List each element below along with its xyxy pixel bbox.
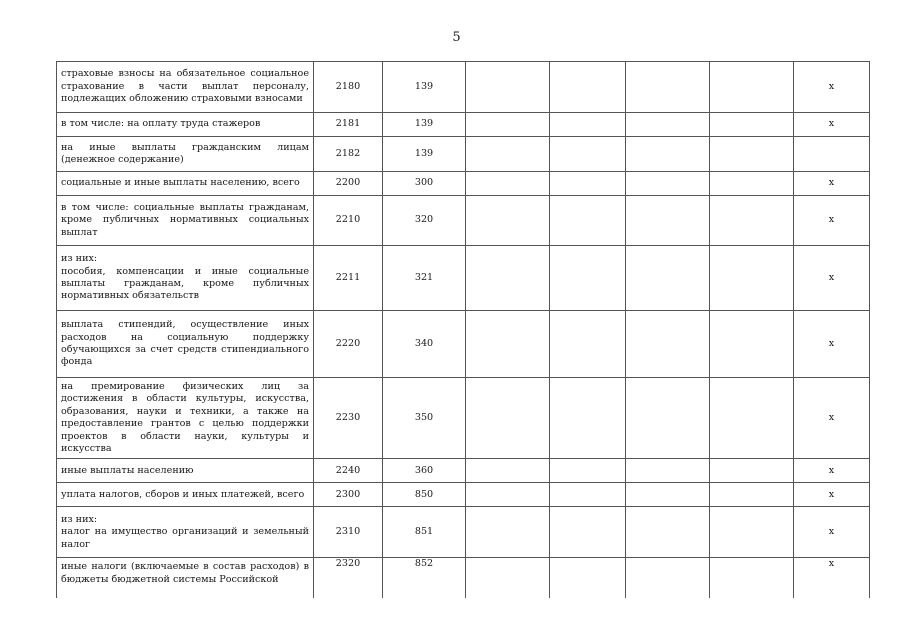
amount-cell: [626, 311, 710, 378]
row-kosgu-code: 321: [383, 246, 466, 311]
amount-cell: [626, 459, 710, 483]
row-kosgu-code: 350: [383, 378, 466, 459]
amount-cell: [466, 137, 550, 172]
row-description: [57, 378, 314, 459]
amount-cell: [466, 558, 550, 598]
amount-cell: [550, 378, 626, 459]
row-description: [57, 558, 314, 598]
amount-cell: [550, 483, 626, 507]
table-row: [57, 113, 870, 137]
amount-cell: [710, 62, 794, 113]
budget-table: [56, 61, 870, 598]
row-kosgu-code: 139: [383, 137, 466, 172]
amount-cell: [626, 113, 710, 137]
amount-cell: [466, 311, 550, 378]
description-line: из них:: [61, 513, 98, 525]
amount-cell: [466, 113, 550, 137]
row-code: 2320: [314, 558, 383, 598]
description-line: выплата стипендий, осуществление иных расходов на социальную поддержку обучающихся за счет средств стипендиального фонда: [61, 319, 309, 368]
description-line: иные выплаты населению: [61, 464, 194, 476]
row-mark: x: [794, 311, 870, 378]
amount-cell: [550, 113, 626, 137]
amount-cell: [710, 558, 794, 598]
amount-cell: [710, 459, 794, 483]
amount-cell: [710, 378, 794, 459]
row-mark: [794, 137, 870, 172]
amount-cell: [550, 196, 626, 246]
description-line: в том числе: социальные выплаты гражданам, кроме публичных нормативных социальных выплат: [61, 201, 309, 238]
table-row: [57, 558, 870, 598]
row-kosgu-code: 360: [383, 459, 466, 483]
amount-cell: [626, 558, 710, 598]
amount-cell: [626, 137, 710, 172]
amount-cell: [466, 483, 550, 507]
amount-cell: [710, 311, 794, 378]
row-kosgu-code: 320: [383, 196, 466, 246]
row-kosgu-code: 139: [383, 62, 466, 113]
amount-cell: [626, 483, 710, 507]
row-description: [57, 507, 314, 558]
amount-cell: [626, 378, 710, 459]
amount-cell: [710, 137, 794, 172]
description-line: социальные и иные выплаты населению, всего: [61, 177, 300, 189]
row-description: [57, 311, 314, 378]
row-kosgu-code: 852: [383, 558, 466, 598]
row-kosgu-code: 340: [383, 311, 466, 378]
table-row: [57, 311, 870, 378]
amount-cell: [466, 196, 550, 246]
page-number: 5: [452, 30, 461, 45]
amount-cell: [466, 507, 550, 558]
row-kosgu-code: 300: [383, 172, 466, 196]
amount-cell: [710, 483, 794, 507]
amount-cell: [710, 196, 794, 246]
row-code: 2200: [314, 172, 383, 196]
amount-cell: [710, 246, 794, 311]
row-code: 2180: [314, 62, 383, 113]
row-mark: x: [794, 113, 870, 137]
amount-cell: [550, 558, 626, 598]
row-description: [57, 172, 314, 196]
row-code: 2182: [314, 137, 383, 172]
amount-cell: [626, 172, 710, 196]
table-row: [57, 62, 870, 113]
row-description: [57, 483, 314, 507]
row-description: [57, 62, 314, 113]
row-code: 2220: [314, 311, 383, 378]
description-line: на иные выплаты гражданским лицам (денежное содержание): [61, 141, 309, 165]
table-row: [57, 137, 870, 172]
table-row: [57, 172, 870, 196]
row-description: [57, 196, 314, 246]
description-line: страховые взносы на обязательное социальное страхование в части выплат персоналу, подлежащих обложению страховыми взносами: [61, 68, 309, 105]
amount-cell: [466, 378, 550, 459]
amount-cell: [710, 172, 794, 196]
amount-cell: [466, 459, 550, 483]
amount-cell: [626, 62, 710, 113]
row-code: 2210: [314, 196, 383, 246]
row-kosgu-code: 851: [383, 507, 466, 558]
row-description: [57, 137, 314, 172]
row-code: 2300: [314, 483, 383, 507]
table-row: [57, 483, 870, 507]
amount-cell: [626, 507, 710, 558]
amount-cell: [466, 62, 550, 113]
row-description: [57, 113, 314, 137]
row-code: 2181: [314, 113, 383, 137]
row-description: [57, 459, 314, 483]
amount-cell: [550, 246, 626, 311]
row-mark: x: [794, 246, 870, 311]
description-line: уплата налогов, сборов и иных платежей, всего: [61, 488, 305, 500]
amount-cell: [550, 62, 626, 113]
row-mark: x: [794, 378, 870, 459]
row-code: 2230: [314, 378, 383, 459]
table-row: [57, 507, 870, 558]
amount-cell: [626, 196, 710, 246]
row-code: 2211: [314, 246, 383, 311]
row-mark: x: [794, 507, 870, 558]
table-row: [57, 378, 870, 459]
table-row: [57, 196, 870, 246]
amount-cell: [466, 246, 550, 311]
row-code: 2240: [314, 459, 383, 483]
row-description: [57, 246, 314, 311]
amount-cell: [466, 172, 550, 196]
amount-cell: [710, 507, 794, 558]
amount-cell: [550, 137, 626, 172]
description-line: налог на имущество организаций и земельный налог: [61, 526, 309, 550]
description-line: пособия, компенсации и иные социальные выплаты гражданам, кроме публичных нормативных обязательств: [61, 265, 309, 302]
amount-cell: [626, 246, 710, 311]
row-mark: x: [794, 483, 870, 507]
description-line: на премирование физических лиц за достижения в области культуры, искусства, образования, науки и техники, а также на предоставление грантов с целью поддержки проектов в области науки, культуры и искусства: [61, 381, 309, 455]
amount-cell: [550, 507, 626, 558]
row-code: 2310: [314, 507, 383, 558]
row-mark: x: [794, 62, 870, 113]
amount-cell: [550, 311, 626, 378]
row-mark: x: [794, 558, 870, 598]
description-line: иные налоги (включаемые в состав расходов) в бюджеты бюджетной системы Российской: [61, 561, 309, 585]
row-mark: x: [794, 172, 870, 196]
row-mark: x: [794, 196, 870, 246]
amount-cell: [710, 113, 794, 137]
row-kosgu-code: 850: [383, 483, 466, 507]
row-mark: x: [794, 459, 870, 483]
table-row: [57, 459, 870, 483]
amount-cell: [550, 459, 626, 483]
row-kosgu-code: 139: [383, 113, 466, 137]
description-line: в том числе: на оплату труда стажеров: [61, 118, 261, 130]
amount-cell: [550, 172, 626, 196]
table-row: [57, 246, 870, 311]
description-line: из них:: [61, 253, 98, 265]
